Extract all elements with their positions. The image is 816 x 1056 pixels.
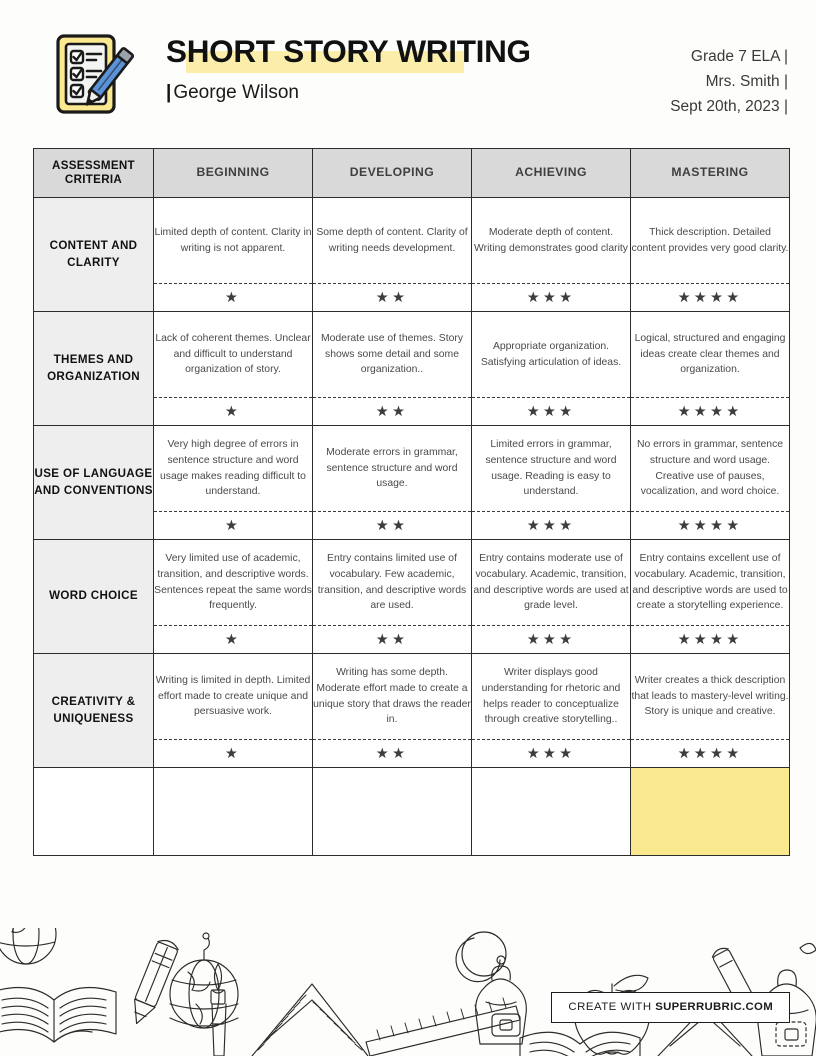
star-rating-cell[interactable] — [313, 398, 472, 426]
star-rating-cell[interactable] — [154, 284, 313, 312]
star-rating-cell[interactable] — [472, 398, 631, 426]
clipboard-checklist-pencil-icon — [52, 30, 134, 122]
criteria-cell: USE OF LANGUAGE AND CONVENTIONS — [34, 426, 154, 540]
meta-grade: Grade 7 ELA | — [690, 48, 788, 65]
blank-cell[interactable] — [472, 768, 631, 856]
author-bar-glyph: | — [166, 81, 172, 103]
star-rating: ★★★★ — [677, 289, 743, 306]
descriptor-cell: Writer creates a thick description that leads to mastery-level writing. Story is unique and creative. — [631, 654, 790, 740]
star-rating-cell[interactable] — [154, 512, 313, 540]
descriptor-cell: Moderate depth of content. Writing demonstrates good clarity — [472, 198, 631, 284]
create-with-badge[interactable] — [551, 992, 790, 1023]
star-rating: ★ — [224, 403, 242, 420]
star-rating-cell[interactable] — [313, 284, 472, 312]
star-rating: ★★ — [375, 745, 409, 762]
star-rating: ★ — [224, 289, 242, 306]
star-rating: ★★★ — [526, 631, 576, 648]
blank-criteria-cell[interactable] — [34, 768, 154, 856]
star-rating: ★ — [224, 631, 242, 648]
descriptor-cell: Writing has some depth. Moderate effort made to create a unique story that draws the reader in. — [313, 654, 472, 740]
star-rating-cell[interactable] — [313, 626, 472, 654]
star-rating: ★★ — [375, 289, 409, 306]
descriptor-cell: Moderate errors in grammar, sentence structure and word usage. — [313, 426, 472, 512]
descriptor-cell: Writing is limited in depth. Limited effort made to create unique and persuasive work. — [154, 654, 313, 740]
descriptor-cell: Writer displays good understanding for rhetoric and helps reader to conceptualize through creative storytelling.. — [472, 654, 631, 740]
title-block — [166, 34, 596, 104]
header-meta — [670, 44, 788, 119]
descriptor-cell: Logical, structured and engaging ideas create clear themes and organization. — [631, 312, 790, 398]
header-assessment-criteria: ASSESSMENT CRITERIA — [34, 149, 154, 198]
blank-cell[interactable] — [313, 768, 472, 856]
descriptor-cell: Moderate use of themes. Story shows some detail and some organization.. — [313, 312, 472, 398]
criteria-cell: WORD CHOICE — [34, 540, 154, 654]
page-title: SHORT STORY WRITING — [166, 33, 531, 69]
descriptor-cell: Very high degree of errors in sentence structure and word usage makes reading difficult to understand. — [154, 426, 313, 512]
star-rating-cell[interactable] — [313, 740, 472, 768]
meta-date: Sept 20th, 2023 | — [670, 98, 788, 116]
table-row — [34, 654, 790, 740]
star-rating-cell[interactable] — [472, 512, 631, 540]
star-rating: ★★★★ — [677, 631, 743, 648]
criteria-cell: THEMES AND ORGANIZATION — [34, 312, 154, 426]
table-row — [34, 540, 790, 626]
header-level-developing: DEVELOPING — [313, 149, 472, 198]
header-level-achieving: ACHIEVING — [472, 149, 631, 198]
star-rating-cell[interactable] — [631, 284, 790, 312]
header-level-mastering: MASTERING — [631, 149, 790, 198]
star-rating-cell[interactable] — [631, 512, 790, 540]
star-rating-cell[interactable] — [472, 740, 631, 768]
descriptor-cell: Entry contains limited use of vocabulary. Few academic, transition, and descriptive words are used. — [313, 540, 472, 626]
criteria-cell: CONTENT AND CLARITY — [34, 198, 154, 312]
star-rating-cell[interactable] — [472, 284, 631, 312]
badge-brand: SUPERRUBRIC.COM — [655, 1001, 773, 1013]
rubric-table — [33, 148, 790, 856]
descriptor-cell: Some depth of content. Clarity of writing needs development. — [313, 198, 472, 284]
criteria-cell: CREATIVITY & UNIQUENESS — [34, 654, 154, 768]
star-rating: ★★★ — [526, 403, 576, 420]
star-rating: ★★ — [375, 403, 409, 420]
badge-prefix: CREATE WITH — [568, 1001, 656, 1013]
footer-illustration — [0, 928, 816, 1056]
descriptor-cell: Appropriate organization. Satisfying articulation of ideas. — [472, 312, 631, 398]
star-rating-cell[interactable] — [154, 626, 313, 654]
star-rating: ★★★ — [526, 745, 576, 762]
table-row — [34, 312, 790, 398]
descriptor-cell: Lack of coherent themes. Unclear and difficult to understand organization of story. — [154, 312, 313, 398]
star-rating: ★★★★ — [677, 403, 743, 420]
descriptor-cell: Limited depth of content. Clarity in writing is not apparent. — [154, 198, 313, 284]
star-rating: ★★ — [375, 631, 409, 648]
star-rating-cell[interactable] — [472, 626, 631, 654]
star-rating-cell[interactable] — [631, 740, 790, 768]
descriptor-cell: Entry contains moderate use of vocabulary. Academic, transition, and descriptive words are used at grade level. — [472, 540, 631, 626]
meta-teacher: Mrs. Smith | — [705, 73, 788, 91]
star-rating: ★★★★ — [677, 517, 743, 534]
star-rating: ★ — [224, 745, 242, 762]
blank-cell[interactable] — [154, 768, 313, 856]
table-row — [34, 198, 790, 284]
star-rating-cell[interactable] — [313, 512, 472, 540]
star-rating: ★★★ — [526, 289, 576, 306]
table-header-row — [34, 149, 790, 198]
star-rating-cell[interactable] — [154, 740, 313, 768]
author-name: George Wilson — [173, 81, 299, 103]
star-rating: ★ — [224, 517, 242, 534]
descriptor-cell: Thick description. Detailed content provides very good clarity. — [631, 198, 790, 284]
descriptor-cell: Entry contains excellent use of vocabulary. Academic, transition, and descriptive words are used to create a storytelling experience. — [631, 540, 790, 626]
star-rating-cell[interactable] — [154, 398, 313, 426]
table-row — [34, 426, 790, 512]
blank-comment-row — [34, 768, 790, 856]
star-rating-cell[interactable] — [631, 398, 790, 426]
author-line — [166, 83, 596, 104]
blank-cell-highlighted[interactable] — [631, 768, 790, 856]
header-level-beginning: BEGINNING — [154, 149, 313, 198]
descriptor-cell: Very limited use of academic, transition, and descriptive words. Sentences repeat the same words frequently. — [154, 540, 313, 626]
descriptor-cell: Limited errors in grammar, sentence structure and word usage. Reading is easy to understand. — [472, 426, 631, 512]
page-header — [0, 0, 816, 148]
descriptor-cell: No errors in grammar, sentence structure and word usage. Creative use of pauses, vocalization, and word choice. — [631, 426, 790, 512]
star-rating-cell[interactable] — [631, 626, 790, 654]
star-rating: ★★★★ — [677, 745, 743, 762]
star-rating: ★★★ — [526, 517, 576, 534]
star-rating: ★★ — [375, 517, 409, 534]
